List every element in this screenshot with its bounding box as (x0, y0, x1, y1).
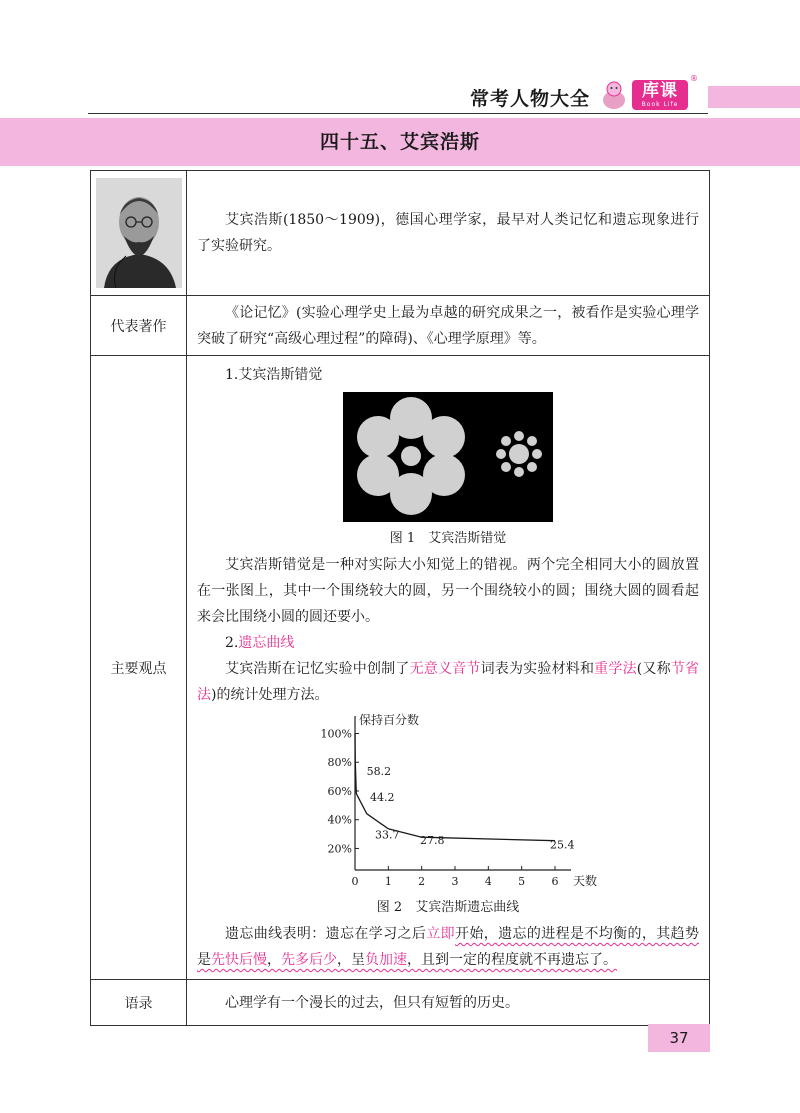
large-ring-circle (357, 416, 399, 458)
forgetting-conclusion-text (197, 921, 699, 973)
intro-row (91, 171, 710, 296)
profile-table (90, 170, 710, 1026)
data-label: 25.4 (550, 838, 575, 852)
works-cell (187, 296, 710, 356)
ebbinghaus-illusion-figure (343, 392, 553, 522)
small-ring-circle (532, 449, 542, 459)
text-run: 遗忘曲线表明：遗忘在学习之后 (225, 926, 427, 942)
highlight-savings-method: 节省法 (197, 661, 700, 703)
x-tick-label: 6 (551, 875, 559, 888)
portrait-cell (91, 171, 187, 296)
y-tick-label: 20% (327, 842, 352, 856)
small-ring-circle (527, 462, 537, 472)
figure-2-caption: 图 2 艾宾浩斯遗忘曲线 (376, 900, 520, 915)
views-label: 主要观点 (91, 356, 187, 980)
works-row (91, 296, 710, 356)
forgetting-heading-number: 2. (225, 635, 239, 651)
text-run: ， (267, 952, 281, 968)
center-circle-left (401, 446, 421, 466)
header-divider (88, 113, 708, 114)
highlight-relearning-method: 重学法 (594, 661, 637, 677)
small-ring-circle (514, 431, 524, 441)
intro-text: 艾宾浩斯(1850～1909)，德国心理学家，最早对人类记忆和遗忘现象进行了实验研究。 (197, 212, 699, 254)
forgetting-method-text (197, 656, 699, 708)
text-run: ，且到一定的程度就不再遗忘了。 (407, 952, 617, 968)
y-tick-label: 80% (327, 756, 352, 770)
small-ring-circle (496, 449, 506, 459)
x-tick-label: 1 (384, 875, 392, 888)
forgetting-heading-text: 遗忘曲线 (238, 635, 295, 651)
x-tick-label: 2 (418, 875, 426, 888)
small-ring-circle (501, 436, 511, 446)
y-tick-label: 60% (327, 784, 352, 798)
brand-logo (632, 80, 688, 110)
quote-row (91, 980, 710, 1026)
small-ring-circle (527, 436, 537, 446)
intro-cell (187, 171, 710, 296)
small-ring-circle (501, 462, 511, 472)
highlight-fast-then-slow: 先快后慢 (211, 952, 267, 968)
quote-label: 语录 (91, 980, 187, 1026)
y-tick-label: 100% (320, 727, 352, 741)
text-run: ，呈 (337, 952, 365, 968)
illusion-heading: 1.艾宾浩斯错觉 (225, 367, 323, 383)
highlight-immediately: 立即 (426, 926, 455, 942)
works-text: 《论记忆》(实验心理学史上最为卓越的研究成果之一，被看作是实验心理学突破了研究“高级心理过程”的障碍)、《心理学原理》等。 (197, 304, 699, 347)
large-ring-circle (423, 416, 465, 458)
views-row (91, 356, 710, 980)
text-run: 词表为实验材料和 (480, 661, 595, 677)
quote-text: 心理学有一个漫长的过去，但只有短暂的历史。 (225, 994, 519, 1011)
data-label: 33.7 (375, 828, 400, 842)
chart-ticks (321, 727, 559, 888)
portrait-image (96, 178, 182, 288)
forgetting-curve-chart (309, 710, 598, 895)
illusion-text: 艾宾浩斯错觉是一种对实际大小知觉上的错视。两个完全相同大小的圆放置在一张图上，其中一个围绕较大的圆，另一个围绕较小的圆；围绕大圆的圆看起来会比围绕小圆的圆还要小。 (197, 557, 699, 625)
text-run: 艾宾浩斯在记忆实验中创制了 (225, 661, 410, 677)
registered-mark: ® (690, 74, 698, 83)
views-cell (187, 356, 710, 980)
book-title: 常考人物大全 (470, 88, 591, 110)
small-ring-circle (514, 467, 524, 477)
works-label: 代表著作 (91, 296, 187, 356)
highlight-more-then-less: 先多后少 (281, 952, 337, 968)
x-tick-label: 3 (451, 875, 459, 888)
data-label: 27.8 (420, 834, 445, 848)
x-axis-label: 天数 (573, 874, 598, 888)
highlight-nonsense-syllables: 无意义音节 (409, 661, 481, 677)
y-axis-label: 保持百分数 (359, 713, 420, 727)
chart-series (355, 734, 555, 841)
center-circle-right (509, 444, 529, 464)
page-number: 37 (669, 1029, 689, 1047)
highlight-negative-acceleration: 负加速 (365, 952, 407, 968)
header-accent-bar (708, 86, 800, 108)
text-run: )的统计处理方法。 (211, 687, 329, 703)
large-ring-circle (357, 454, 399, 496)
quote-cell (187, 980, 710, 1026)
logo-text: 库课 (642, 81, 678, 101)
logo-subtext: Book Life (641, 101, 679, 108)
forgetting-heading (197, 630, 699, 656)
x-tick-label: 5 (518, 875, 526, 888)
data-label: 58.2 (366, 765, 392, 779)
section-title: 四十五、艾宾浩斯 (319, 131, 480, 153)
x-tick-label: 4 (484, 875, 492, 888)
retention-curve-line (355, 734, 555, 841)
y-tick-label: 40% (327, 813, 352, 827)
text-run: 开始，遗忘的进程是不均衡的，其趋势是 (197, 926, 699, 968)
data-label: 44.2 (370, 791, 395, 805)
x-tick-label: 0 (351, 875, 359, 888)
figure-1-caption: 图 1 艾宾浩斯错觉 (389, 531, 507, 546)
text-run: (又称 (636, 661, 671, 677)
mascot-icon (600, 80, 628, 110)
